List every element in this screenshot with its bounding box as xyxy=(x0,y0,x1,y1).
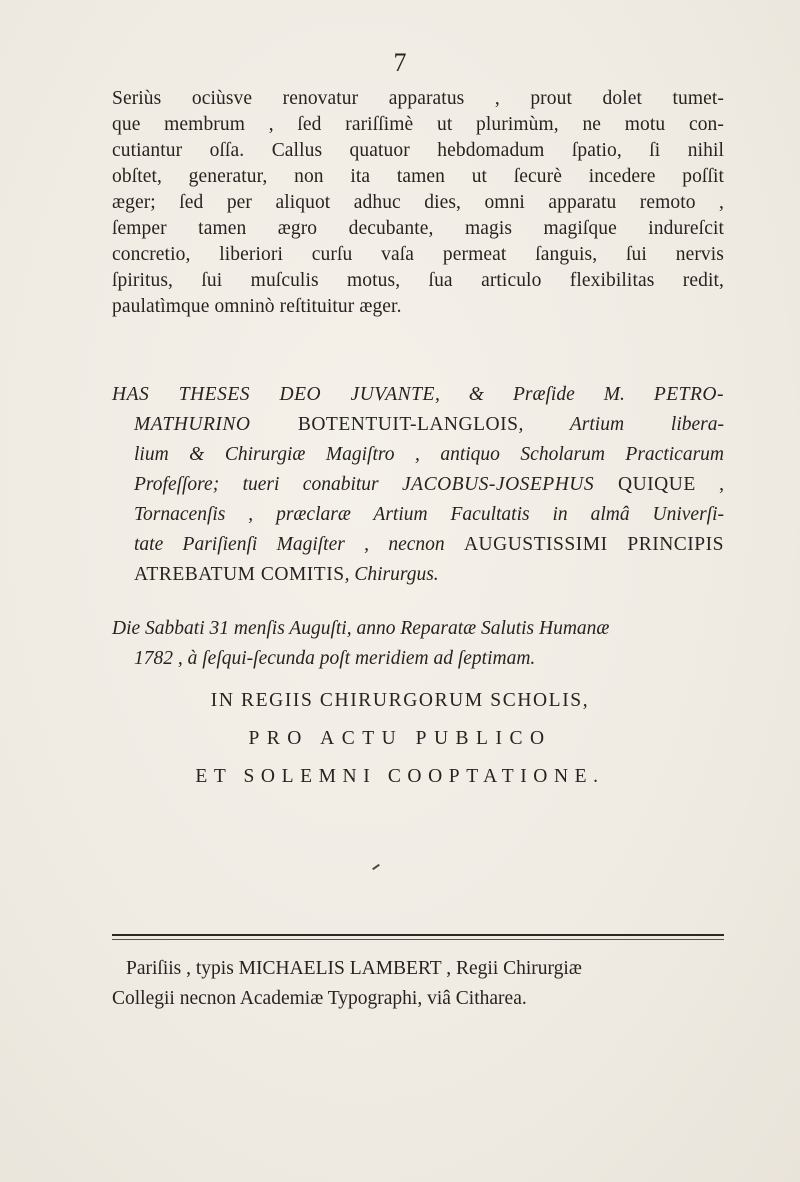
theses-text: , xyxy=(695,474,725,495)
divider-rule xyxy=(112,934,724,936)
theses-heading: HAS THESES DEO JUVANTE xyxy=(112,384,435,405)
theses-line xyxy=(112,500,724,530)
venue-line: PRO ACTU PUBLICO xyxy=(248,728,552,749)
theses-line xyxy=(112,530,724,560)
presiding-title: Præſide M. xyxy=(512,384,654,405)
theses-text: , & xyxy=(434,384,513,405)
theses-text: , Artium libera- xyxy=(518,414,725,435)
candidate-name: JACOBUS-JOSEPHUS xyxy=(402,474,619,495)
presiding-name: PETRO- xyxy=(653,384,724,405)
paragraph-line: obſtet, generatur, non ita tamen ut ſecurè incedere poſſit xyxy=(112,166,724,187)
theses-line xyxy=(112,560,724,590)
date-line: Die Sabbati 31 menſis Auguſti, anno Reparatæ Salutis Humanæ xyxy=(112,618,610,639)
theses-text: Tornacenſis , præclaræ Artium Facultatis in almâ Univerſi- xyxy=(134,504,724,525)
theses-text: tate Pariſienſi Magiſter , necnon xyxy=(134,534,464,555)
paragraph-line: Seriùs ociùsve renovatur apparatus , prout dolet tumet- xyxy=(112,88,724,109)
paragraph-line: que membrum , ſed rariſſimè ut plurimùm, ne motu con- xyxy=(112,114,724,135)
imprint xyxy=(112,954,724,1014)
page-number: 7 xyxy=(393,48,407,77)
candidate-surname: QUIQUE xyxy=(618,474,696,495)
theses-text: , Chirurgus. xyxy=(344,564,439,585)
presiding-surname: BOTENTUIT-LANGLOIS xyxy=(297,414,519,435)
theses-line xyxy=(112,380,724,410)
paragraph-line: ſpiritus, ſui muſculis motus, ſua articulo flexibilitas redit, xyxy=(112,270,724,291)
patron-title: ATREBATUM COMITIS xyxy=(134,564,345,585)
body-paragraph xyxy=(112,86,724,320)
venue-line: IN REGIIS CHIRURGORUM SCHOLIS, xyxy=(210,690,590,711)
date-block xyxy=(112,614,724,674)
patron-title: AUGUSTISSIMI PRINCIPIS xyxy=(463,534,724,555)
divider-rule xyxy=(112,939,724,940)
date-line: 1782 , à ſeſqui-ſecunda poſt meridiem ad ſeptimam. xyxy=(134,648,536,669)
theses-line xyxy=(112,410,724,440)
presiding-name: MATHURINO xyxy=(134,414,298,435)
theses-text: Profeſſore; tueri conabitur xyxy=(134,474,403,495)
paragraph-line: cutiantur oſſa. Callus quatuor hebdomadum ſpatio, ſi nihil xyxy=(112,140,724,161)
venue-line: ET SOLEMNI COOPTATIONE. xyxy=(195,766,605,787)
paragraph-line: paulatìmque omninò reſtituitur æger. xyxy=(112,296,402,317)
theses-line xyxy=(112,470,724,500)
paragraph-line: concretio, liberiori curſu vaſa permeat ſanguis, ſui nervis xyxy=(112,244,724,265)
paragraph-line: æger; ſed per aliquot adhuc dies, omni apparatu remoto , xyxy=(112,192,724,213)
theses-line xyxy=(112,440,724,470)
ink-mark xyxy=(372,864,380,870)
imprint-line: Pariſiis , typis MICHAELIS LAMBERT , Regii Chirurgiæ xyxy=(126,958,582,979)
imprint-line: Collegii necnon Academiæ Typographi, viâ Citharea. xyxy=(112,988,527,1009)
theses-text: lium & Chirurgiæ Magiſtro , antiquo Scholarum Practicarum xyxy=(134,444,724,465)
theses-announcement xyxy=(112,380,724,590)
paragraph-line: ſemper tamen ægro decubante, magis magiſque indureſcit xyxy=(112,218,724,239)
